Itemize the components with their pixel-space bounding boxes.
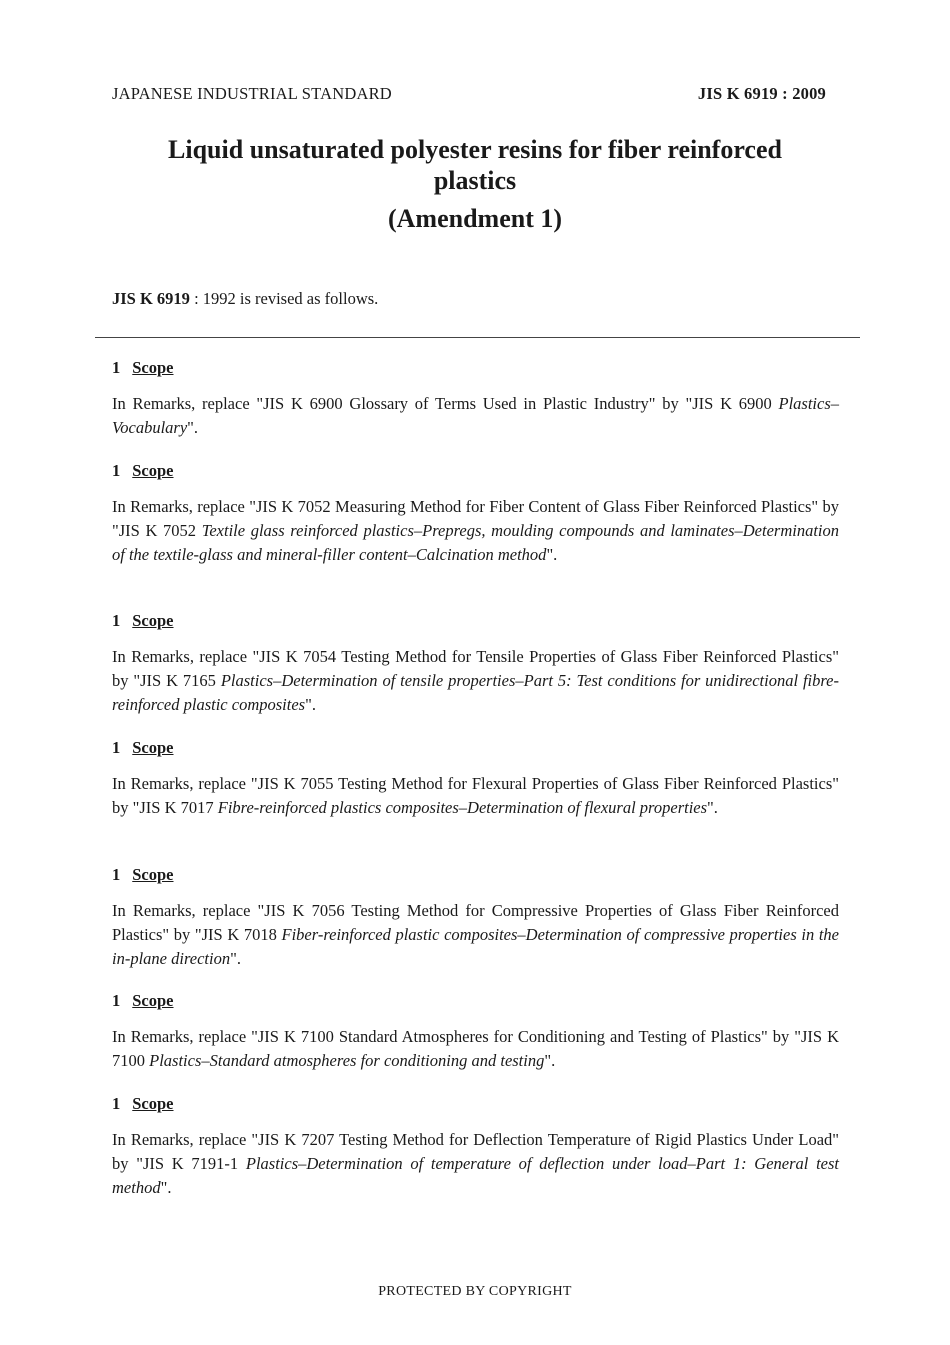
section [112, 738, 839, 820]
section [112, 865, 839, 971]
section-label: Scope [132, 991, 174, 1010]
section-heading [112, 358, 839, 382]
section-end: ". [160, 1178, 172, 1197]
section-end: ". [230, 949, 241, 968]
section-text: In Remarks, replace "JIS K 6900 Glossary of Terms Used in Plastic Industry" by "JIS K 6900 [112, 394, 779, 413]
section-number: 1 [112, 358, 121, 377]
section-number: 1 [112, 865, 121, 884]
document-title [112, 134, 838, 196]
section-heading [112, 461, 839, 485]
section-number: 1 [112, 461, 121, 480]
title-line-2: plastics [433, 166, 517, 195]
section-body [112, 645, 839, 717]
section-body [112, 899, 839, 971]
intro-statement [112, 289, 378, 309]
section-label: Scope [132, 738, 174, 757]
section-label: Scope [132, 461, 174, 480]
section-label: Scope [132, 865, 174, 884]
section-title-italic: Plastics–Standard atmospheres for conditioning and testing [149, 1051, 545, 1070]
section-text: In Remarks, replace "JIS K 7207 Testing Method for Deflection Temperature of Rigid Plastics Under Load" by "JIS K 7191-1 [112, 1130, 839, 1173]
section [112, 461, 839, 567]
section-body [112, 495, 839, 567]
horizontal-divider [95, 337, 860, 338]
section-title-italic: Fiber-reinforced plastic composites–Determination of compressive properties in the in-plane direction [112, 925, 839, 968]
section-end: ". [707, 798, 718, 817]
section [112, 611, 839, 717]
section-number: 1 [112, 611, 121, 630]
section [112, 991, 839, 1073]
section [112, 358, 839, 440]
section-label: Scope [132, 358, 174, 377]
section-body [112, 772, 839, 820]
section-label: Scope [132, 1094, 174, 1113]
section-heading [112, 611, 839, 635]
section-number: 1 [112, 991, 121, 1010]
section-text: In Remarks, replace "JIS K 7056 Testing Method for Compressive Properties of Glass Fiber Reinforced Plastics" by "JIS K 7018 [112, 901, 839, 944]
section-title-italic: Fibre-reinforced plastics composites–Determination of flexural properties [217, 798, 708, 817]
section-body [112, 1025, 839, 1073]
section-title-italic: Plastics–Determination of tensile properties–Part 5: Test conditions for unidirectional fibre-reinforced plastic composites [112, 671, 839, 714]
section-end: ". [305, 695, 316, 714]
section [112, 1094, 839, 1200]
section-number: 1 [112, 738, 121, 757]
standard-type-label: JAPANESE INDUSTRIAL STANDARD [112, 84, 392, 103]
copyright-footer: PROTECTED BY COPYRIGHT [378, 1284, 572, 1299]
title-line-1: Liquid unsaturated polyester resins for fiber reinforced [168, 135, 782, 164]
section-text: In Remarks, replace "JIS K 7100 Standard Atmospheres for Conditioning and Testing of Plastics" by "JIS K 7100 [112, 1027, 839, 1070]
section-text: In Remarks, replace "JIS K 7054 Testing Method for Tensile Properties of Glass Fiber Reinforced Plastics" by "JIS K 7165 [112, 647, 839, 690]
section-text: In Remarks, replace "JIS K 7055 Testing Method for Flexural Properties of Glass Fiber Reinforced Plastics" by "JIS K 7017 [112, 774, 839, 817]
section-title-italic: Textile glass reinforced plastics–Prepregs, moulding compounds and laminates–Determination of the textile-glass and mineral-filler content–Calcination method [112, 521, 839, 564]
section-heading [112, 865, 839, 889]
section-title-italic: Plastics–Determination of temperature of deflection under load–Part 1: General test method [112, 1154, 839, 1197]
section-body [112, 392, 839, 440]
section-heading [112, 1094, 839, 1118]
section-number: 1 [112, 1094, 121, 1113]
standard-code: JIS K 6919 : 2009 [697, 84, 826, 103]
section-end: ". [544, 1051, 556, 1070]
section-title-italic: Plastics–Vocabulary [112, 394, 839, 437]
section-end: ". [187, 418, 199, 437]
section-heading [112, 991, 839, 1015]
intro-text: : 1992 is revised as follows. [189, 289, 379, 308]
intro-code: JIS K 6919 [112, 289, 190, 308]
section-end: ". [546, 545, 558, 564]
section-body [112, 1128, 839, 1200]
amendment-label: (Amendment 1) [387, 204, 563, 233]
section-text: In Remarks, replace "JIS K 7052 Measuring Method for Fiber Content of Glass Fiber Reinforced Plastics" by "JIS K 7052 [112, 497, 839, 540]
section-label: Scope [132, 611, 174, 630]
section-heading [112, 738, 839, 762]
